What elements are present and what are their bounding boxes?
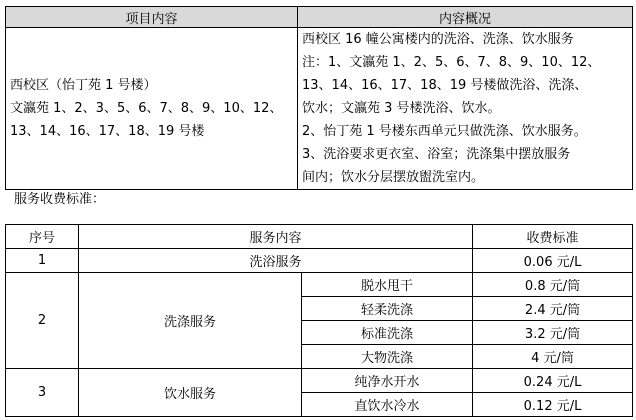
- location-line: 文瀛苑 1、2、3、5、6、7、8、9、10、12、: [10, 101, 283, 116]
- overview-line: 13、14、16、17、18、19 号楼做洗浴、洗涤、: [302, 78, 588, 93]
- header-project-content: 项目内容: [6, 7, 298, 28]
- overview-line: 西校区 16 幢公寓楼内的洗浴、洗涤、饮水服务: [302, 32, 574, 47]
- project-location-cell: [6, 28, 298, 190]
- header-service-content: 服务内容: [79, 225, 473, 249]
- header-serial-no: 序号: [6, 225, 79, 249]
- serial-no-cell: 2: [6, 273, 79, 369]
- service-item-cell: 脱水甩干: [302, 273, 473, 297]
- header-content-overview: 内容概况: [298, 7, 633, 28]
- location-line: 13、14、16、17、18、19 号楼: [10, 124, 205, 139]
- overview-line: 2、怡丁苑 1 号楼东西单元只做洗涤、饮水服务。: [302, 124, 587, 139]
- overview-line: 饮水；文瀛苑 3 号楼洗浴、饮水。: [302, 101, 501, 116]
- price-cell: 0.24 元/L: [473, 369, 633, 393]
- table-row: [6, 369, 633, 393]
- table-row: [6, 273, 633, 297]
- price-cell: 3.2 元/筒: [473, 321, 633, 345]
- service-item-cell: 纯净水开水: [302, 369, 473, 393]
- project-body-row: [6, 28, 633, 190]
- serial-no-cell: 1: [6, 249, 79, 273]
- overview-line: 注：1、文瀛苑 1、2、5、6、7、8、9、10、12、: [302, 55, 601, 70]
- price-cell: 0.12 元/L: [473, 393, 633, 417]
- serial-no-cell: 3: [6, 369, 79, 417]
- service-item-cell: 标准洗涤: [302, 321, 473, 345]
- price-cell: 0.06 元/L: [473, 249, 633, 273]
- header-fee-standard: 收费标准: [473, 225, 633, 249]
- table-row: [6, 249, 633, 273]
- fee-table: [5, 224, 633, 417]
- service-item-cell: 大物洗涤: [302, 345, 473, 369]
- service-category-cell: 洗涤服务: [79, 273, 302, 369]
- fee-section-heading: 服务收费标准：: [14, 192, 106, 207]
- project-overview-cell: [298, 28, 633, 190]
- location-line: 西校区（怡丁苑 1 号楼）: [10, 78, 157, 93]
- project-table: [5, 6, 633, 190]
- fee-header-row: [6, 225, 633, 249]
- service-item-cell: 轻柔洗涤: [302, 297, 473, 321]
- overview-line: 3、洗浴要求更衣室、浴室；洗涤集中摆放服务: [302, 147, 571, 162]
- price-cell: 0.8 元/筒: [473, 273, 633, 297]
- service-category-cell: 洗浴服务: [79, 249, 473, 273]
- service-item-cell: 直饮水冷水: [302, 393, 473, 417]
- price-cell: 4 元/筒: [473, 345, 633, 369]
- price-cell: 2.4 元/筒: [473, 297, 633, 321]
- service-category-cell: 饮水服务: [79, 369, 302, 417]
- overview-line: 间内；饮水分层摆放盥洗室内。: [302, 170, 485, 185]
- project-header-row: [6, 7, 633, 28]
